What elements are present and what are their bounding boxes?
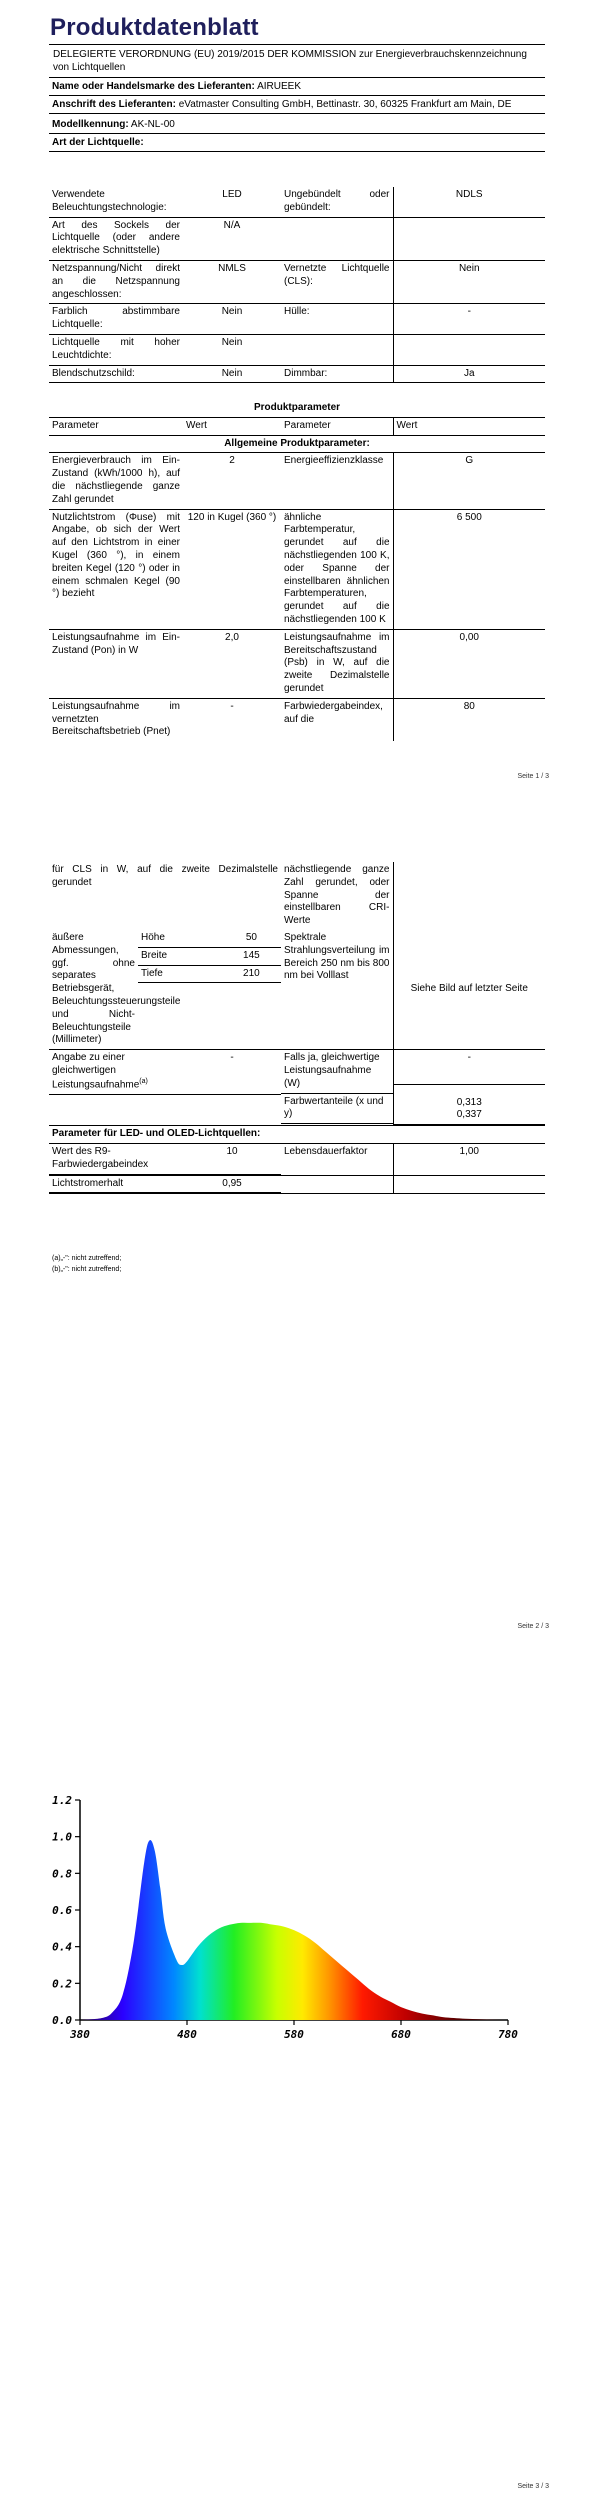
r9-label: Wert des R9-Farbwiedergabeindex — [49, 1144, 183, 1174]
equiv-label-cell — [49, 1050, 183, 1094]
product-parameter-table-continued — [49, 862, 545, 1194]
col-param-1: Parameter — [49, 417, 183, 435]
equiv-footnote-mark: (a) — [139, 1077, 148, 1085]
footnotes — [52, 1254, 121, 1275]
page-number-2: Seite 2 / 3 — [517, 1623, 549, 1630]
general-value-left: 120 in Kugel (360 °) — [183, 509, 281, 629]
x-tick-label: 680 — [391, 2028, 411, 2041]
supplier-address-label: Anschrift des Lieferanten: — [52, 99, 176, 110]
y-tick-label: 0.0 — [52, 2014, 72, 2027]
dimension-row — [138, 965, 281, 983]
general-value-right: 6 500 — [393, 509, 545, 629]
row-value-right: Ja — [393, 365, 545, 383]
product-parameter-table — [49, 400, 545, 741]
spectral-distribution-chart — [40, 1790, 540, 2050]
general-param-row — [49, 629, 545, 698]
page-number-3: Seite 3 / 3 — [517, 2483, 549, 2490]
y-tick-label: 0.4 — [52, 1940, 72, 1954]
color-coords-values — [394, 1084, 546, 1125]
light-source-row — [49, 217, 545, 260]
row-value-right: NDLS — [393, 187, 545, 217]
row-value-right — [393, 334, 545, 365]
general-param-left: Energieverbrauch im Ein-Zustand (kWh/1000 h), auf die nächstliegende ganze Zahl gerundet — [49, 453, 183, 509]
regulation-subtitle: DELEGIERTE VERORDNUNG (EU) 2019/2015 DER KOMMISSION zur Energieverbrauchskennzeichnung von Lichtquellen — [49, 45, 545, 78]
row-param-left: Farblich abstimmbare Lichtquelle: — [49, 304, 183, 335]
color-coords-label: Farbwertanteile (x und y) — [281, 1093, 393, 1124]
general-param-row — [49, 453, 545, 509]
general-param-right: Leistungsaufnahme im Bereitschaftszustand (Psb) in W, auf die zweite Dezimalstelle gerundet — [281, 629, 393, 698]
general-value-right: 0,00 — [393, 629, 545, 698]
footnote-b: (b)„-": nicht zutreffend; — [52, 1265, 122, 1273]
dimension-name: Tiefe — [138, 965, 222, 983]
lum-empty-2 — [393, 1175, 545, 1194]
general-value-left: 2,0 — [183, 629, 281, 698]
row-value-left: Nein — [183, 365, 281, 383]
equiv-value: - — [183, 1050, 281, 1094]
y-tick-label: 1.0 — [52, 1830, 72, 1844]
dimensions-cell — [138, 930, 281, 1050]
product-params-heading: Produktparameter — [49, 400, 545, 417]
x-tick-label: 380 — [70, 2028, 90, 2041]
cls-power-continued: für CLS in W, auf die zweite Dezimalstelle gerundet — [52, 864, 278, 888]
lum-label: Lichtstromerhalt — [49, 1176, 183, 1193]
equiv-power-value: - — [394, 1050, 546, 1084]
spectral-value: Siehe Bild auf letzter Seite — [393, 930, 545, 1050]
dimension-value: 145 — [222, 947, 281, 965]
row-param-left: Art des Sockels der Lichtquelle (oder andere elektrische Schnittstelle) — [49, 217, 183, 260]
general-param-right: ähnliche Farbtemperatur, gerundet auf die nächstliegenden 100 K, oder Spanne der einstellbaren ähnlichen Farbtemperaturen, gerundet auf die nächstliegenden 100 K — [281, 509, 393, 629]
r9-cell — [49, 1144, 281, 1176]
spectrum-area — [80, 1840, 508, 2020]
equiv-right-cell — [281, 1050, 393, 1126]
datasheet-page-2 — [0, 800, 591, 1650]
general-value-left: - — [230, 700, 234, 712]
row-value-left: NMLS — [183, 260, 281, 303]
row-param-right — [281, 217, 393, 260]
row-value-left: Nein — [183, 334, 281, 365]
dimension-name: Höhe — [138, 930, 222, 947]
lum-cell — [49, 1175, 281, 1194]
lum-empty-1 — [281, 1175, 393, 1194]
y-tick-label: 1.2 — [52, 1794, 72, 1807]
footnote-a: (a)„-": nicht zutreffend; — [52, 1255, 122, 1262]
general-param-right: Farbwiedergabeindex, auf die — [284, 700, 383, 725]
dimension-row — [138, 930, 281, 947]
page-number-1: Seite 1 / 3 — [517, 773, 549, 780]
equiv-right-values — [393, 1050, 545, 1126]
r9-value: 10 — [183, 1144, 281, 1174]
general-param-left: Leistungsaufnahme im Ein-Zustand (Pon) in W — [49, 629, 183, 698]
lum-value: 0,95 — [183, 1176, 281, 1193]
equiv-label: Angabe zu einer gleichwertigen Leistungsaufnahme — [52, 1052, 140, 1091]
document-title: Produktdatenblatt — [50, 14, 259, 41]
row-param-left: Blendschutzschild: — [49, 365, 183, 383]
led-params-heading: Parameter für LED- und OLED-Lichtquellen: — [49, 1126, 545, 1144]
col-value-2: Wert — [393, 417, 545, 435]
cri-continued-value — [393, 862, 545, 930]
model-value: AK-NL-00 — [130, 119, 175, 130]
light-source-row — [49, 187, 545, 217]
row-param-left: Lichtquelle mit hoher Leuchtdichte: — [49, 334, 183, 365]
row-param-left: Verwendete Beleuchtungstechnologie: — [49, 187, 183, 217]
general-param-row — [49, 509, 545, 629]
equiv-cell — [49, 1050, 281, 1126]
supplier-name-value: AIRUEEK — [257, 81, 301, 92]
dimensions-label: äußere Abmessungen, ggf. ohne separates Betriebsgerät, Beleuchtungssteuerungsteile und Nicht-Beleuchtungsteile (Millimeter) — [49, 930, 138, 1050]
general-value-left: 2 — [183, 453, 281, 509]
row-param-right: Dimmbar: — [281, 365, 393, 383]
row-value-left: N/A — [183, 217, 281, 260]
model-label: Modellkennung: — [52, 119, 129, 130]
light-source-row — [49, 260, 545, 303]
dimensions-table — [138, 930, 281, 983]
supplier-name-row — [49, 78, 545, 96]
row-value-right: Nein — [393, 260, 545, 303]
model-row — [49, 114, 545, 134]
spectral-label: Spektrale Strahlungsverteilung im Bereich 250 nm bis 800 nm bei Volllast — [281, 930, 393, 1050]
light-source-row — [49, 334, 545, 365]
general-param-row — [49, 698, 545, 741]
row-value-right — [393, 217, 545, 260]
row-value-left: Nein — [183, 304, 281, 335]
equiv-power-label: Falls ja, gleichwertige Leistungsaufnahme (W) — [281, 1050, 393, 1093]
row-param-right: Ungebündelt oder gebündelt: — [281, 187, 393, 217]
light-type-label: Art der Lichtquelle: — [49, 134, 545, 152]
row-param-right — [281, 334, 393, 365]
y-tick-label: 0.6 — [52, 1904, 72, 1917]
y-tick-label: 0.2 — [52, 1977, 72, 1991]
general-param-right: Energieeffizienzklasse — [281, 453, 393, 509]
light-source-row — [49, 304, 545, 335]
life-label: Lebensdauerfaktor — [281, 1144, 393, 1176]
general-value-right: 80 — [393, 698, 545, 741]
datasheet-page-3 — [0, 1650, 591, 2510]
row-value-left: LED — [183, 187, 281, 217]
row-param-right: Vernetzte Lichtquelle (CLS): — [281, 260, 393, 303]
supplier-address-row — [49, 96, 545, 114]
general-value-right: G — [393, 453, 545, 509]
col-param-2: Parameter — [281, 417, 393, 435]
header-box — [49, 44, 545, 152]
supplier-address-value: eVatmaster Consulting GmbH, Bettinastr. 30, 60325 Frankfurt am Main, DE — [178, 99, 512, 110]
color-coord-y: 0,337 — [456, 1109, 482, 1121]
general-param-left: Nutzlichtstrom (Φuse) mit Angabe, ob sich der Wert auf den Lichtstrom in einer Kugel (360 °), in einem breiten Kegel (120 °) oder in einem schmalen Kegel (90 °) bezieht — [49, 509, 183, 629]
y-tick-label: 0.8 — [52, 1867, 72, 1881]
cri-continued: nächstliegende ganze Zahl gerundet, oder Spanne der einstellbaren CRI-Werte — [284, 864, 390, 927]
row-param-right: Hülle: — [281, 304, 393, 335]
x-tick-label: 480 — [177, 2028, 197, 2041]
general-param-left: Leistungsaufnahme im vernetzten Bereitschaftsbetrieb (Pnet) — [52, 700, 180, 738]
row-param-left: Netzspannung/Nicht direkt an die Netzspannung angeschlossen: — [49, 260, 183, 303]
col-value-1: Wert — [183, 417, 281, 435]
dimension-row — [138, 947, 281, 965]
x-tick-label: 580 — [284, 2028, 304, 2041]
supplier-name-label: Name oder Handelsmarke des Lieferanten: — [52, 81, 255, 92]
light-source-table — [49, 187, 545, 383]
dimension-value: 50 — [222, 930, 281, 947]
general-params-heading: Allgemeine Produktparameter: — [49, 435, 545, 453]
dimension-value: 210 — [222, 965, 281, 983]
color-coord-x: 0,313 — [456, 1096, 482, 1108]
x-tick-label: 780 — [498, 2028, 518, 2041]
light-source-row — [49, 365, 545, 383]
dimension-name: Breite — [138, 947, 222, 965]
row-value-right: - — [393, 304, 545, 335]
life-value: 1,00 — [393, 1144, 545, 1176]
datasheet-page-1 — [0, 0, 591, 800]
